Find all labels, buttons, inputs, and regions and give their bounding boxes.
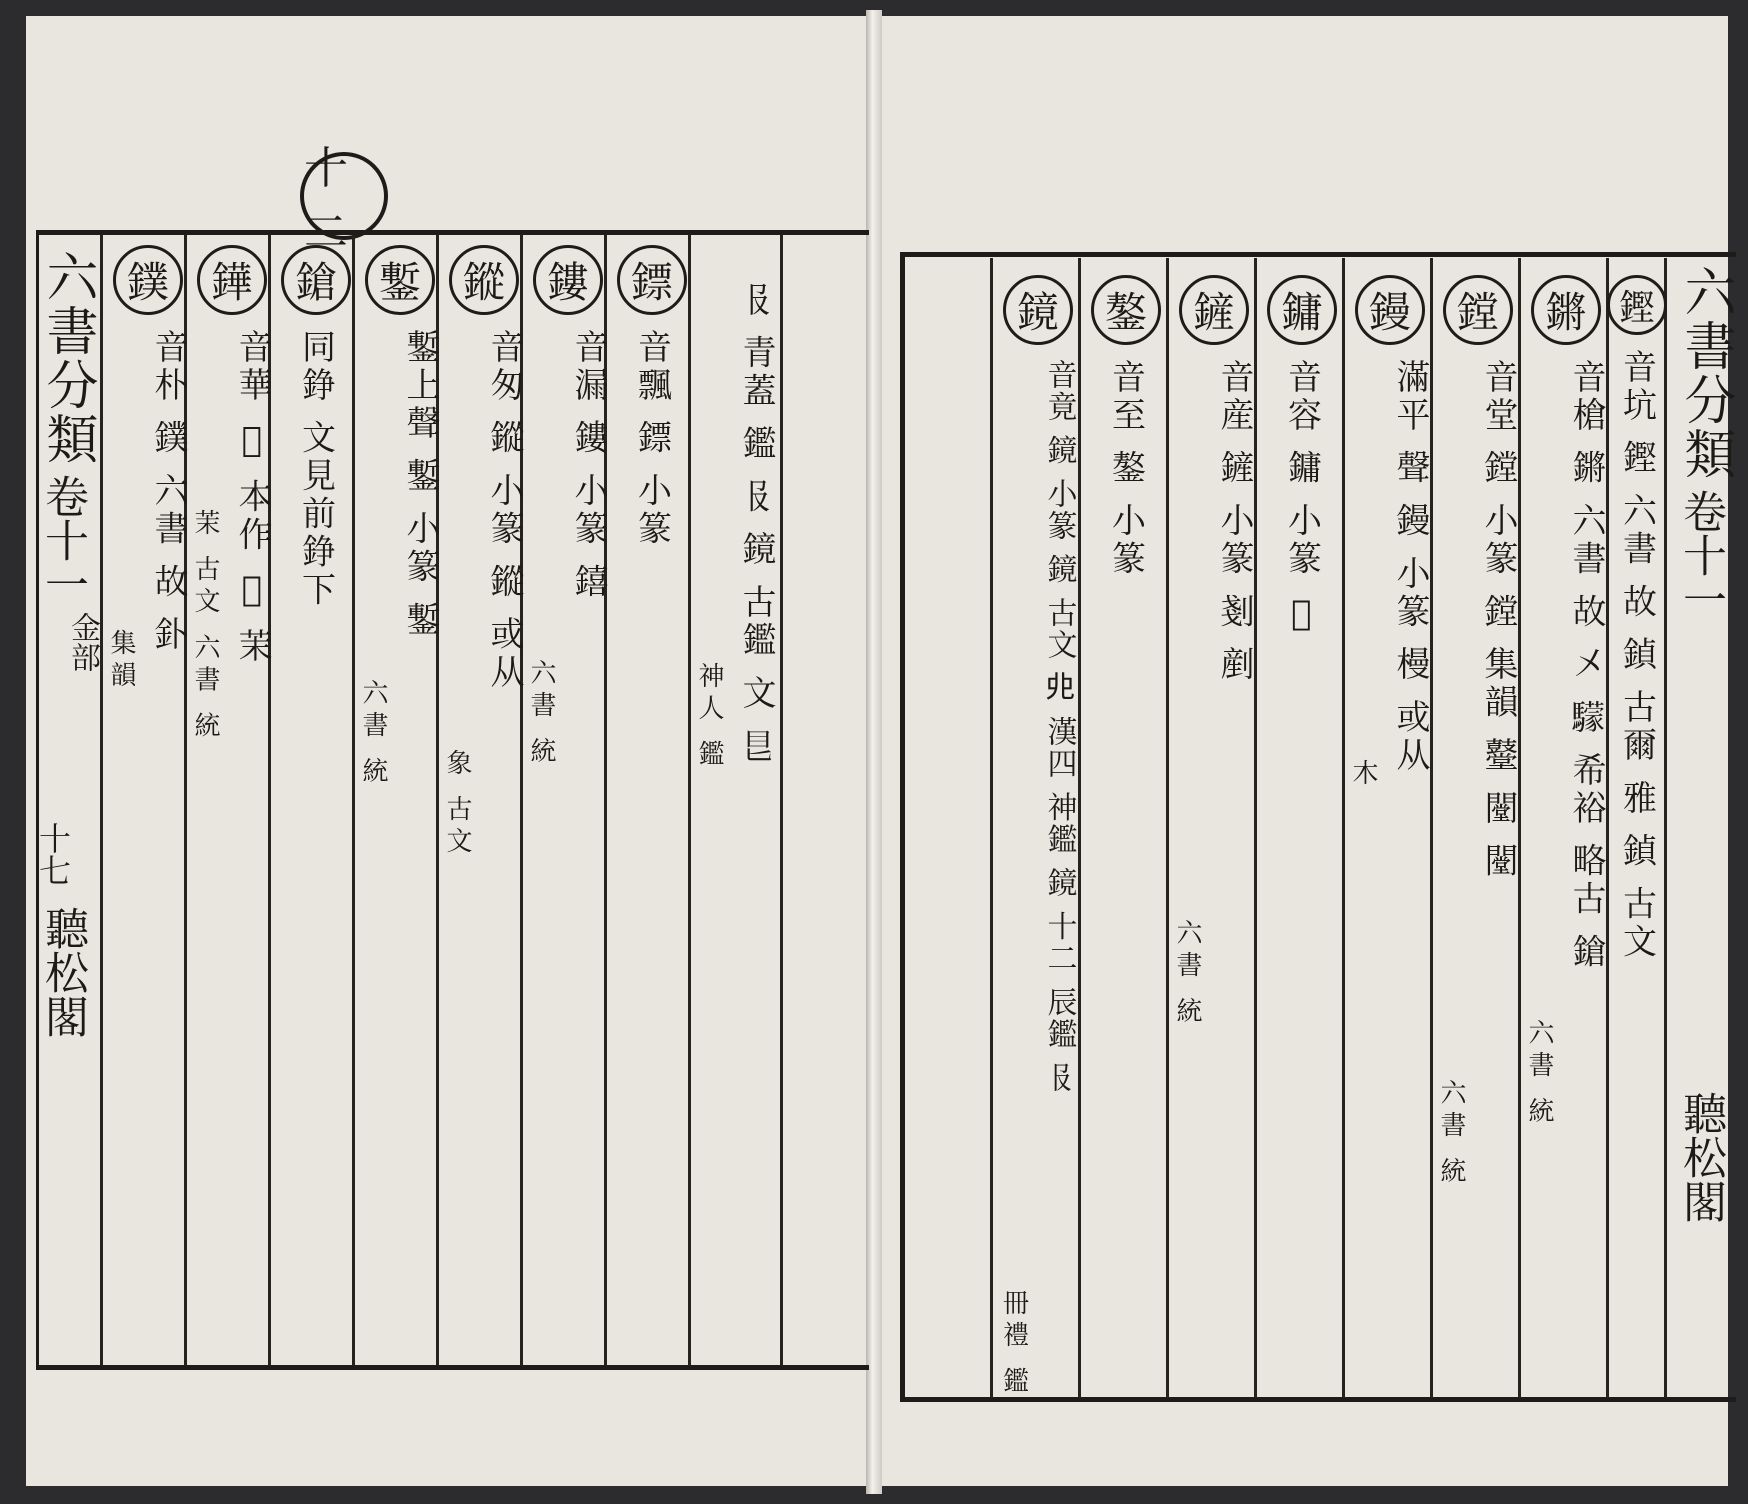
dictionary-entry [608, 245, 696, 549]
dictionary-entry [1610, 275, 1664, 961]
page-number: 十七 [34, 822, 72, 886]
entry-text: 音産 鏟 小篆 剗 剷 [1214, 359, 1254, 685]
entry-text: 音朴 鏷 六書 故 釙 [148, 329, 188, 655]
headword: 鏵 [197, 245, 267, 315]
entry-text: 音飄 鏢 小篆 [631, 329, 672, 549]
entry-note: 六書 統 [1524, 1019, 1554, 1130]
entry-text: 音華 𠂬 本作 𠂬 茉 [232, 329, 272, 667]
dictionary-entry [1434, 275, 1522, 1189]
dictionary-entry [1346, 275, 1434, 791]
headword: 鏘 [1531, 275, 1601, 345]
dictionary-entry [356, 245, 444, 789]
headword: 鏦 [449, 245, 519, 315]
column-divider [1664, 258, 1667, 1398]
book-title: 六書分類 [1675, 265, 1735, 481]
entry-text: 音容 鏞 小篆 𨭰 [1281, 359, 1322, 638]
headword: 鏊 [1091, 275, 1161, 345]
dictionary-entry [188, 245, 276, 744]
dictionary-entry [524, 245, 612, 769]
entry-text: 同錚 文見前錚下 [295, 329, 336, 610]
dictionary-entry [994, 275, 1082, 1399]
dictionary-entry [272, 245, 360, 610]
dictionary-entry [440, 245, 528, 859]
volume-label: 卷十一 [37, 474, 88, 606]
dictionary-entry [1522, 275, 1610, 1129]
right-margin-header [1668, 265, 1738, 1223]
entry-text: 音堂 鏜 小篆 鏜 集韻 鼞 闛 闛 [1478, 359, 1518, 881]
headword: 鏢 [617, 245, 687, 315]
dictionary-entry [1258, 275, 1346, 637]
headword: 鏜 [1443, 275, 1513, 345]
book-title: 六書分類 [37, 250, 97, 466]
entry-note: 六書 統 [1436, 1079, 1466, 1190]
entry-text: 𠬝 青蓋 鑑 𠬝 鏡 古鑑 文 𥃩 [736, 282, 776, 766]
entry-note: 集韻 [106, 629, 136, 693]
entry-text: 鏨上聲 鏨 小篆 鏨 [400, 329, 440, 640]
headword: 鏟 [1179, 275, 1249, 345]
dictionary-entry [1170, 275, 1258, 1029]
entry-note: 茉 古文 六書 統 [190, 509, 220, 744]
left-margin-header [30, 250, 100, 1038]
page-seal: 十二 [300, 152, 388, 240]
dictionary-entry [692, 268, 780, 772]
publisher-label: 聽松閣 [37, 906, 88, 1038]
entry-text: 音坑 鏗 六書 故 鍞 古爾 雅 鍞 古文 [1616, 349, 1657, 962]
entry-note: 六書 統 [526, 659, 556, 770]
entry-text: 滿平 聲 鏝 小篆 槾 或从 [1390, 359, 1430, 776]
entry-note: 木 [1348, 759, 1378, 791]
entry-text: 音至 鏊 小篆 [1105, 359, 1146, 579]
headword: 鏞 [1267, 275, 1337, 345]
headword: 鏤 [533, 245, 603, 315]
volume-label: 卷十一 [1675, 489, 1726, 621]
entry-note: 六書 統 [1172, 919, 1202, 1030]
headword: 鏨 [365, 245, 435, 315]
dictionary-entry [1082, 275, 1170, 579]
column-divider [990, 258, 993, 1398]
dictionary-entry [104, 245, 192, 693]
publisher-label: 聽松閣 [1675, 1091, 1726, 1223]
entry-note: 神人 鑑 [694, 662, 724, 773]
entry-text: 音竟 鏡 小篆 鏡 古文 𠑹 漢四 神鑑 鏡 十二 辰鑑 𠬝 [1041, 359, 1077, 1094]
headword: 鏝 [1355, 275, 1425, 345]
entry-note: 冊禮 鑑 [998, 1289, 1029, 1400]
headword: 鏷 [113, 245, 183, 315]
entry-text: 音匆 鏦 小篆 鏦 或从 [484, 329, 524, 693]
headword: 鏗 [1607, 275, 1667, 335]
entry-text: 音漏 鏤 小篆 𨭎 [568, 329, 608, 602]
headword: 鏡 [1003, 275, 1073, 345]
entry-text: 音槍 鏘 六書 故 㐅 𩦺 希裕 略古 鎗 [1566, 359, 1606, 972]
entry-note: 象 古文 [442, 749, 472, 860]
section-label: 金部 [65, 612, 100, 672]
headword: 鎗 [281, 245, 351, 315]
entry-note: 六書 統 [358, 679, 388, 790]
